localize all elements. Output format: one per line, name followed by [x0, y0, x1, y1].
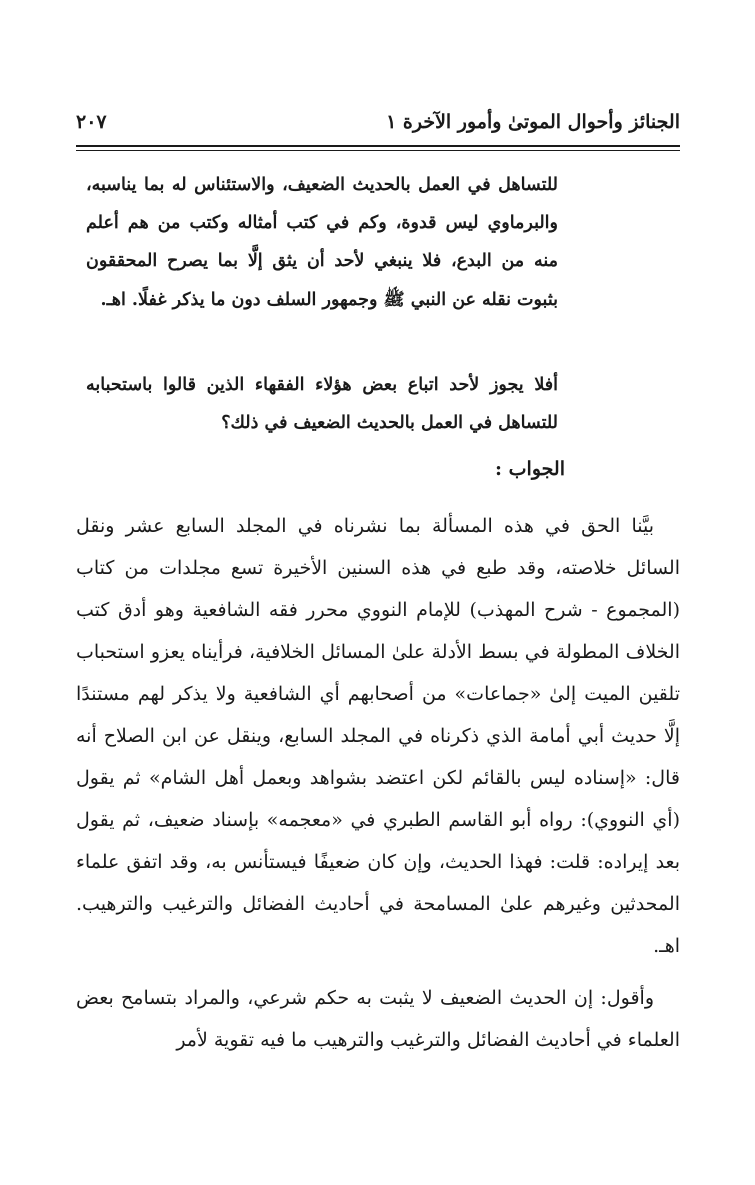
quoted-passage: للتساهل في العمل بالحديث الضعيف، والاستئناس له بما يناسبه، والبرماوي ليس قدوة، وكم في كتب أمثاله وكتب من هم أعلم منه من البدع، فلا ينبغي لأحد أن يثق إلَّا بما يصرح المحققون بثبوت نقله عن النبي ﷺ وجمهور السلف دون ما يذكر غفلًا. اهـ.: [86, 175, 558, 310]
answer-body: [76, 505, 680, 1061]
answer-heading: الجواب :: [495, 458, 565, 480]
page-number: ٢٠٧: [76, 111, 107, 133]
running-title: الجنائز وأحوال الموتىٰ وأمور الآخرة ١: [386, 111, 680, 133]
header-rule-thin: [76, 150, 680, 151]
page-header: [76, 104, 680, 140]
question-paragraph: أفلا يجوز لأحد اتباع بعض هؤلاء الفقهاء الذين قالوا باستحبابه للتساهل في العمل بالحديث الضعيف في ذلك؟: [86, 375, 558, 433]
answer-paragraph: بيَّنا الحق في هذه المسألة بما نشرناه في المجلد السابع عشر ونقل السائل خلاصته، وقد طبع في هذه السنين الأخيرة تسع مجلدات من كتاب (المجموع - شرح المهذب) للإمام النووي محرر فقه الشافعية وهو أدق كتب الخلاف المطولة في بسط الأدلة علىٰ المسائل الخلافية، فرأيناه يعزو استحباب تلقين الميت إلىٰ «جماعات» من أصحابهم أي الشافعية ولا يذكر لهم مستندًا إلَّا حديث أبي أمامة الذي ذكرناه في المجلد السابع، وينقل عن ابن الصلاح أنه قال: «إسناده ليس بالقائم لكن اعتضد بشواهد وبعمل أهل الشام» ثم يقول (أي النووي): رواه أبو القاسم الطبري في «معجمه» بإسناد ضعيف، ثم يقول بعد إيراده: قلت: فهذا الحديث، وإن كان ضعيفًا فيستأنس به، وقد اتفق علماء المحدثين وغيرهم علىٰ المسامحة في أحاديث الفضائل والترغيب والترهيب. اهـ.: [76, 515, 680, 957]
answer-paragraph: وأقول: إن الحديث الضعيف لا يثبت به حكم شرعي، والمراد بتسامح بعض العلماء في أحاديث الفضائل والترغيب والترهيب ما فيه تقوية لأمر: [76, 987, 680, 1051]
header-rule-thick: [76, 145, 680, 147]
